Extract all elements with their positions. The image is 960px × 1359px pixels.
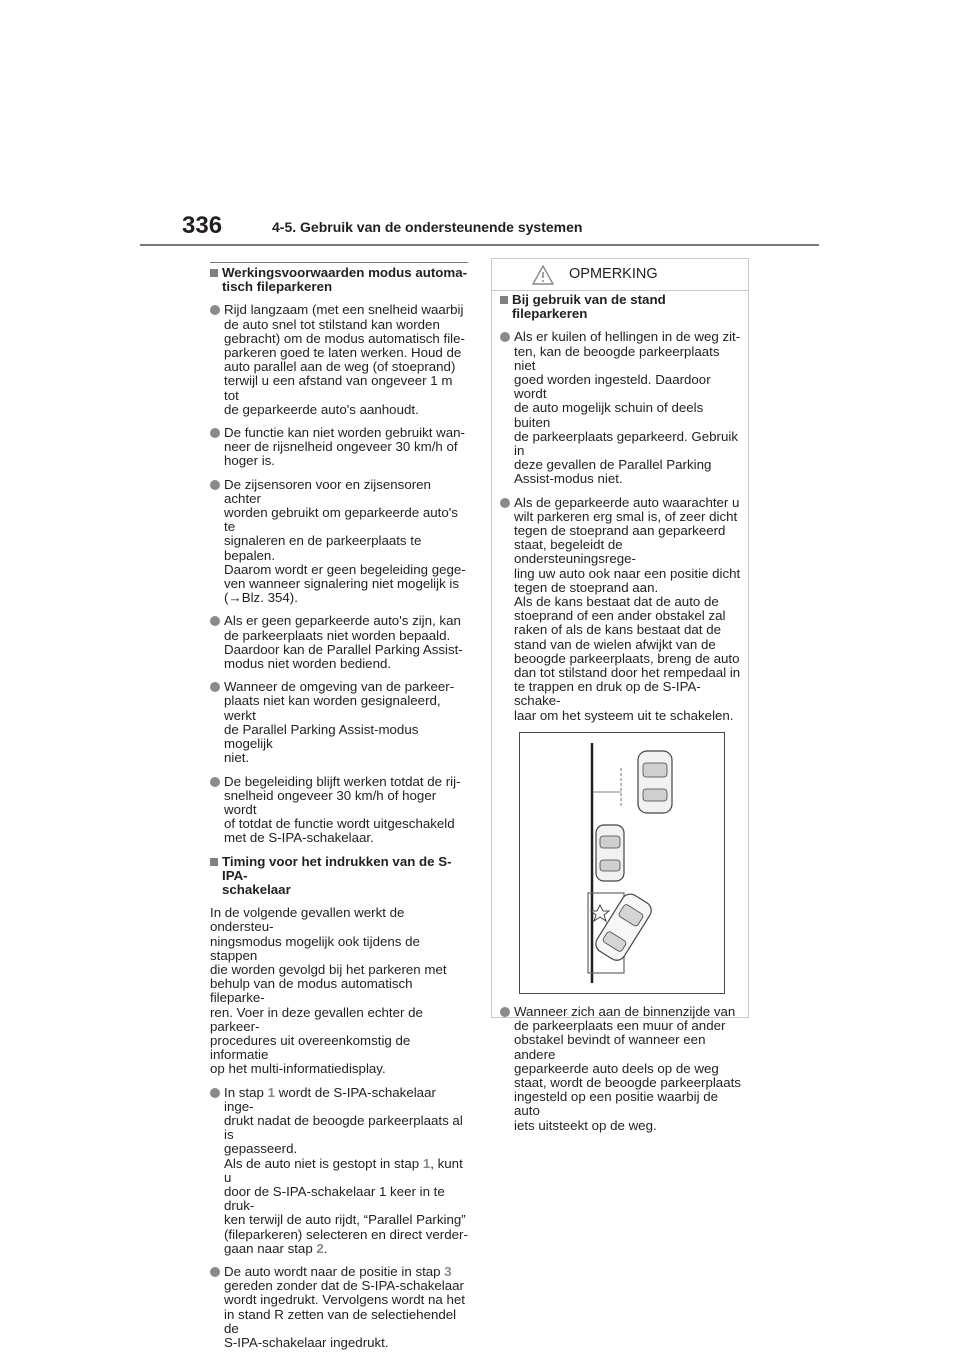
section-heading-conditions: Werkingsvoorwaarden modus automa- tisch fileparkeren — [210, 262, 468, 294]
list-item: De zijsensoren voor en zijsensoren achter worden gebruikt om geparkeerde auto's te signaleren en de parkeerplaats te bepalen. Daarom wordt er geen begeleiding gege- ven wanneer signalering niet mogelijk is (→Blz. 354). — [210, 478, 468, 606]
list-item: Rijd langzaam (met een snelheid waarbij de auto snel tot stilstand kan worden gebracht) om de modus automatisch file- parkeren goed te laten werken. Houd de auto parallel aan de weg (of stoeprand) terwijl u een afstand van ongeveer 1 m tot de geparkeerde auto's aanhoudt. — [210, 303, 468, 417]
note-box — [491, 258, 749, 1133]
parked-car-front — [638, 751, 672, 813]
list-item: De auto wordt naar de positie in stap 3 gereden zonder dat de S-IPA-schakelaar wordt ingedrukt. Vervolgens wordt na het in stand R zetten van de selectiehendel de S-IPA-schakelaar ingedrukt. — [210, 1265, 468, 1350]
note-section-heading: Bij gebruik van de stand fileparkeren — [500, 293, 743, 321]
round-bullet-icon — [210, 777, 220, 787]
step-number: 1 — [267, 1084, 276, 1100]
parking-diagram — [519, 732, 725, 994]
square-bullet-icon — [500, 296, 508, 304]
list-item: De begeleiding blijft werken totdat de rij- snelheid ongeveer 30 km/h of hoger wordt of totdat de functie wordt uitgeschakeld met de S-IPA-schakelaar. — [210, 775, 468, 846]
note-content — [500, 293, 743, 1142]
round-bullet-icon — [210, 480, 220, 490]
section-heading-timing: Timing voor het indrukken van de S-IPA- schakelaar — [210, 855, 468, 898]
timing-paragraph: In de volgende gevallen werkt de ondersteu- ningsmodus mogelijk ook tijdens de stappen die worden gevolgd bij het parkeren met behulp van de modus automatisch fileparke- ren. Voer in deze gevallen echter de parkeer- procedures uit overeenkomstig de informatie op het multi-informatiedisplay. — [210, 905, 447, 1077]
round-bullet-icon — [210, 1267, 220, 1277]
round-bullet-icon — [500, 332, 510, 342]
list-item: Als er kuilen of hellingen in de weg zit- ten, kan de beoogde parkeerplaats niet goed worden ingesteld. Daardoor wordt de auto mogelijk schuin of deels buiten de parkeerplaats geparkeerd. Gebruik in deze gevallen de Parallel Parking Assist-modus niet. — [500, 330, 743, 486]
impact-star-icon — [591, 905, 609, 921]
list-item: Wanneer zich aan de binnenzijde van de parkeerplaats een muur of ander obstakel bevindt of wanneer een andere geparkeerde auto deels op de weg staat, wordt de beoogde parkeerplaats ingesteld op een positie waarbij de auto iets uitsteekt op de weg. — [500, 1005, 743, 1133]
round-bullet-icon — [210, 682, 220, 692]
page-header — [0, 0, 960, 250]
step-number: 1 — [422, 1155, 431, 1171]
note-title-bar — [492, 259, 748, 291]
list-item: In stap 1 wordt de S-IPA-schakelaar inge- drukt nadat de beoogde parkeerplaats al is gepasseerd. Als de auto niet is gestopt in stap 1, kunt u door de S-IPA-schakelaar 1 keer in te druk- ken terwijl de auto rijdt, “Parallel Parking” (fileparkeren) selecteren en direct verder- gaan naar stap 2. — [210, 1086, 468, 1256]
header-divider — [140, 244, 819, 246]
round-bullet-icon — [210, 428, 220, 438]
round-bullet-icon — [210, 305, 220, 315]
list-item: Als er geen geparkeerde auto's zijn, kan de parkeerplaats niet worden bepaald. Daardoor kan de Parallel Parking Assist- modus niet worden bediend. — [210, 614, 468, 671]
step-number: 3 — [444, 1264, 452, 1279]
round-bullet-icon — [500, 498, 510, 508]
chapter-title: 4-5. Gebruik van de ondersteunende systemen — [272, 219, 583, 235]
left-column — [210, 262, 468, 1359]
round-bullet-icon — [500, 1007, 510, 1017]
warning-triangle-icon — [532, 265, 554, 285]
list-item: Wanneer de omgeving van de parkeer- plaats niet kan worden gesignaleerd, werkt de Parallel Parking Assist-modus mogelijk niet. — [210, 680, 468, 765]
parking-illustration — [520, 733, 724, 993]
round-bullet-icon — [210, 1088, 220, 1098]
round-bullet-icon — [210, 616, 220, 626]
list-item: Als de geparkeerde auto waarachter u wilt parkeren erg smal is, of zeer dicht tegen de stoeprand aan geparkeerd staat, begeleidt de ondersteuningsrege- ling uw auto ook naar een positie dicht tegen de stoeprand aan. Als de kans bestaat dat de auto de stoeprand of een ander obstakel zal raken of als de kans bestaat dat de stand van de wielen afwijkt van de beoogde parkeerplaats, breng de auto dan tot stilstand door het rempedaal in te trappen en druk op de S-IPA-schake- laar om het systeem uit te schakelen. — [500, 496, 743, 723]
step-number: 2 — [316, 1240, 324, 1256]
parked-car-rear — [596, 825, 624, 881]
square-bullet-icon — [210, 269, 218, 277]
maneuvering-car — [592, 891, 654, 964]
page-number: 336 — [182, 212, 223, 239]
list-item: De functie kan niet worden gebruikt wan- neer de rijsnelheid ongeveer 30 km/h of hoger is. — [210, 426, 468, 469]
square-bullet-icon — [210, 858, 218, 866]
note-title: OPMERKING — [569, 266, 658, 282]
